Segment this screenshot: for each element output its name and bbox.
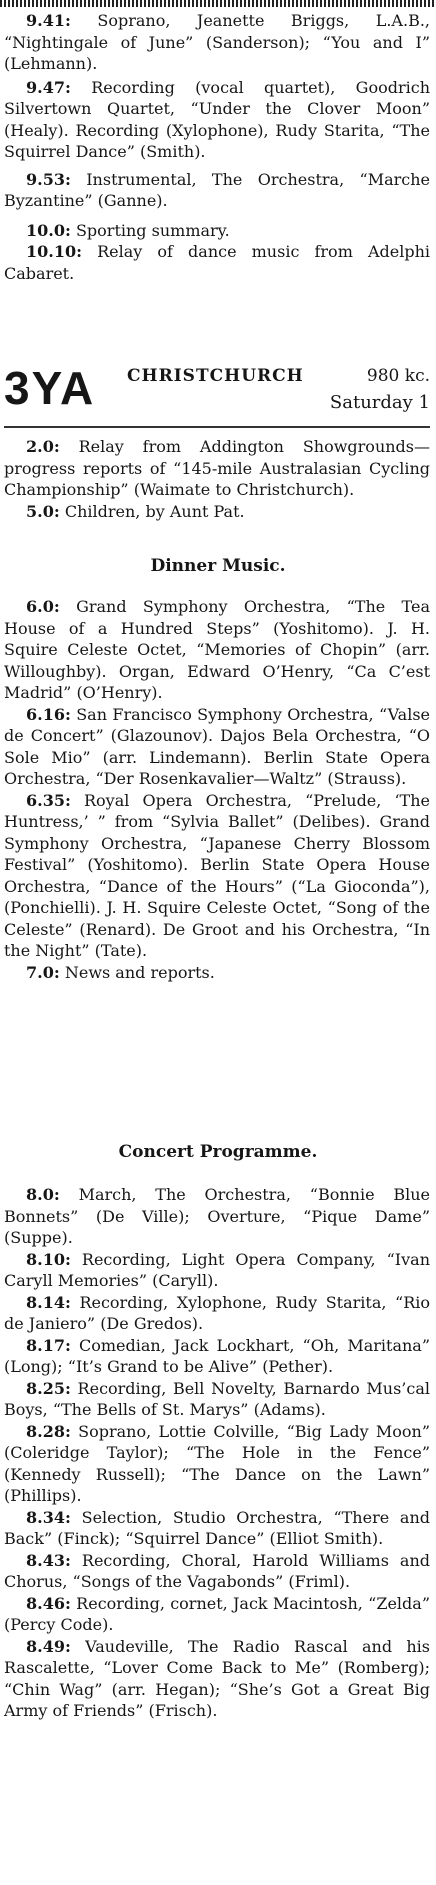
earlier-station-programme bbox=[4, 10, 430, 284]
programme-entry: 8.10: Recording, Light Opera Company, “Ivan Caryll Memories” (Caryll). bbox=[4, 1249, 430, 1290]
programme-entry: 8.17: Comedian, Jack Lockhart, “Oh, Maritana” (Long); “It’s Grand to be Alive” (Pether). bbox=[4, 1335, 431, 1376]
programme-entry: 8.49: Vaudeville, The Radio Rascal and his Rascalette, “Lover Come Back to Me” (Romberg); “Chin Wag” (arr. Hegan); “She’s Got a Great Big Army of Friends” (Frisch). bbox=[4, 1636, 430, 1720]
programme-entry: 9.47: Recording (vocal quartet), Goodrich Silvertown Quartet, “Under the Clover Moon” (Healy). Recording (Xylophone), Rudy Starita, “The Squirrel Dance” (Smith). bbox=[4, 77, 430, 161]
dinner-music-heading: Dinner Music. bbox=[150, 556, 286, 576]
station-header bbox=[4, 362, 430, 428]
station-city: CHRISTCHURCH bbox=[127, 366, 304, 386]
programme-entry: 9.53: Instrumental, The Orchestra, “Marche Byzantine” (Ganne). bbox=[4, 169, 430, 210]
station-callsign: 3YA bbox=[4, 362, 96, 414]
programme-entry: 6.35: Royal Opera Orchestra, “Prelude, ‘The Huntress,’ ” from “Sylvia Ballet” (Delibes). Grand Symphony Orchestra, “Japanese Cherry Blossom Festival” (Yoshitomo). Berlin State Opera House Orchestra, “Dance of the Hours” (“La Gioconda”), (Ponchielli). J. H. Squire Celeste Octet, “Song of the Celeste” (Renard). De Groot and his Orchestra, “In the Night” (Tate). bbox=[4, 790, 430, 960]
programme-entry: 10.0: Sporting summary. bbox=[26, 220, 230, 240]
broadcast-day: Saturday 1 bbox=[329, 392, 430, 413]
programme-entry: 7.0: News and reports. bbox=[26, 962, 215, 982]
programme-entry: 2.0: Relay from Addington Showgrounds—progress reports of “145-mile Australasian Cycling Championship” (Waimate to Christchurch). bbox=[4, 437, 430, 499]
programme-entry: 6.0: Grand Symphony Orchestra, “The Tea House of a Hundred Steps” (Yoshitomo). J. H. Squire Celeste Octet, “Memories of Chopin” (arr. Willoughby). Organ, Edward O’Henry, “Ca C’est Madrid” (O’Henry). bbox=[4, 597, 430, 702]
station-frequency: 980 kc. bbox=[366, 366, 430, 386]
programme-entry: 10.10: Relay of dance music from Adelphi Cabaret. bbox=[4, 242, 430, 283]
programme-entry: 5.0: Children, by Aunt Pat. bbox=[26, 501, 245, 521]
programme-entry: 6.16: San Francisco Symphony Orchestra, “Valse de Concert” (Glazounov). Dajos Bela Orchestra, “O Sole Mio” (arr. Lindemann). Berlin State Opera Orchestra, “Der Rosenkavalier—Waltz” (Strauss). bbox=[4, 704, 430, 788]
concert-programme bbox=[4, 1184, 430, 1722]
afternoon-programme bbox=[4, 436, 430, 522]
programme-entry: 8.46: Recording, cornet, Jack Macintosh, “Zelda” (Percy Code). bbox=[4, 1593, 431, 1634]
dinner-music-programme bbox=[4, 596, 430, 983]
programme-entry: 8.28: Soprano, Lottie Colville, “Big Lady Moon” (Coleridge Taylor); “The Hole in the Fence” (Kennedy Russell); “The Dance on the Lawn” (Phillips). bbox=[4, 1421, 430, 1505]
concert-programme-heading: Concert Programme. bbox=[118, 1142, 318, 1162]
programme-entry: 8.43: Recording, Choral, Harold Williams and Chorus, “Songs of the Vagabonds” (Friml). bbox=[4, 1550, 431, 1591]
programme-entry: 8.14: Recording, Xylophone, Rudy Starita, “Rio de Janiero” (De Gredos). bbox=[4, 1292, 430, 1333]
programme-entry: 9.41: Soprano, Jeanette Briggs, L.A.B., “Nightingale of June” (Sanderson); “You and I” (Lehmann). bbox=[4, 11, 430, 73]
programme-entry: 8.34: Selection, Studio Orchestra, “There and Back” (Finck); “Squirrel Dance” (Elliot Smith). bbox=[4, 1507, 430, 1548]
torn-top-border bbox=[0, 0, 436, 7]
programme-entry: 8.0: March, The Orchestra, “Bonnie Blue Bonnets” (De Ville); Overture, “Pique Dame” (Suppe). bbox=[4, 1185, 430, 1247]
programme-entry: 8.25: Recording, Bell Novelty, Barnardo Mus’cal Boys, “The Bells of St. Marys” (Adams). bbox=[4, 1378, 431, 1419]
